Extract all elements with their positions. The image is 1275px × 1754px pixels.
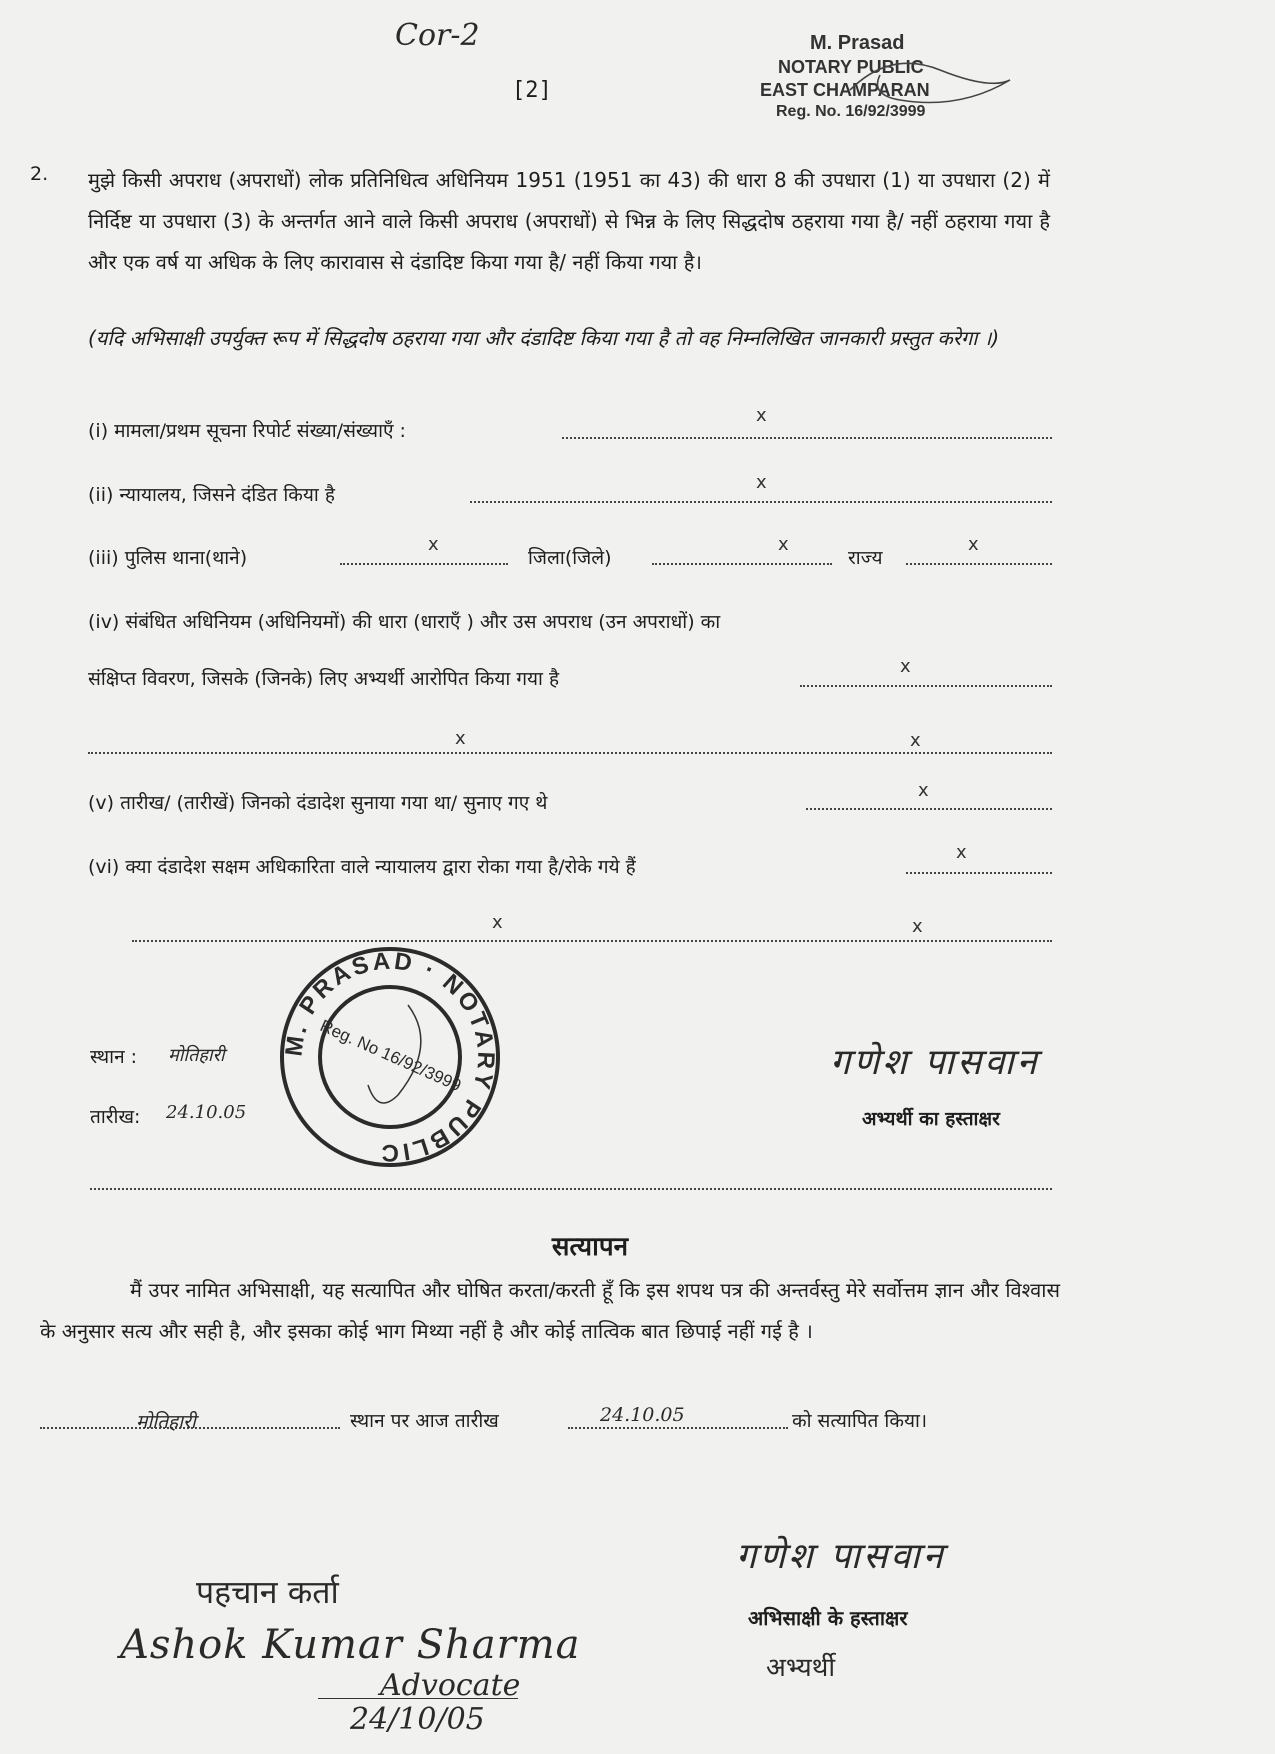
- section-paragraph: मुझे किसी अपराध (अपराधों) लोक प्रतिनिधित्व अधिनियम 1951 (1951 का 43) की धारा 8 की उपधारा (1) या उपधारा (2) में निर्दिष्ट या उपधारा (3) के अन्तर्गत आने वाले किसी अपराध (अपराधों) से भिन्न के लिए सिद्धदोष ठहराया गया है/ नहीं ठहराया गया है और एक वर्ष या अधिक के लिए कारावास से दंडादिष्ट किया गया है/ नहीं किया गया है।: [88, 168, 1050, 274]
- deponent-sub-label: अभ्यर्थी: [766, 1653, 836, 1683]
- item-i-label: (i) मामला/प्रथम सूचना रिपोर्ट संख्या/संख्याएँ :: [88, 420, 406, 442]
- item-iv-strike-1: x: [900, 656, 911, 677]
- verification-body: मैं उपर नामित अभिसाक्षी, यह सत्यापित और घोषित करता/करती हूँ कि इस शपथ पत्र की अन्तर्वस्तु मेरे सर्वोत्तम ज्ञान और विश्वास के अनुसार सत्य और सही है, और इसका कोई भाग मिथ्या नहीं है और कोई तात्विक बात छिपाई नहीं गई है ।: [40, 1278, 1060, 1343]
- item-v-line: [806, 808, 1052, 810]
- stamp-inner-text: Reg. No 16/92/3999: [317, 1016, 464, 1096]
- item-vi-strike-1: x: [956, 842, 967, 863]
- notary-signature-scribble: [840, 40, 1020, 130]
- corner-note: Cor-2: [395, 18, 480, 53]
- item-vi-label: (vi) क्या दंडादेश सक्षम अधिकारिता वाले न्यायालय द्वारा रोका गया है/रोके गये हैं: [88, 856, 636, 878]
- item-iii-state-strike: x: [968, 534, 979, 555]
- item-vi-strike-3: x: [912, 916, 923, 937]
- verification-title: सत्यापन: [551, 1232, 629, 1262]
- date-value: 24.10.05: [166, 1102, 247, 1123]
- item-ii-label: (ii) न्यायालय, जिसने दंडित किया है: [88, 484, 335, 506]
- item-iv-line-1: [800, 685, 1052, 687]
- item-iv-description-label: संक्षिप्त विवरण, जिसके (जिनके) लिए अभ्यर्थी आरोपित किया गया है: [88, 668, 560, 690]
- item-iii-district-strike: x: [778, 534, 789, 555]
- item-iv-line-2: [88, 752, 1052, 754]
- item-iii-police-label: (iii) पुलिस थाना(थाने): [88, 547, 248, 569]
- candidate-signature: गणेश पासवान: [830, 1042, 1040, 1083]
- item-vi-strike-2: x: [492, 912, 503, 933]
- notary-title: NOTARY PUBLIC: [778, 57, 924, 77]
- identifier-date: 24/10/05: [350, 1702, 485, 1737]
- item-i-strike: x: [756, 405, 767, 426]
- identifier-hindi: पहचान कर्ता: [196, 1573, 339, 1611]
- identifier-role: Advocate: [380, 1668, 521, 1703]
- verification-end-text: को सत्यापित किया।: [792, 1410, 928, 1432]
- candidate-signature-label: अभ्यर्थी का हस्ताक्षर: [862, 1108, 1000, 1130]
- item-iv-label: (iv) संबंधित अधिनियम (अधिनियमों) की धारा (धाराएँ ) और उस अपराध (उन अपराधों) का: [88, 611, 721, 633]
- item-vi-line-2: [132, 940, 1052, 942]
- item-iii-district-line: [652, 563, 832, 565]
- item-iii-police-strike: x: [428, 534, 439, 555]
- verification-date-value: 24.10.05: [600, 1404, 685, 1426]
- identifier-name: Ashok Kumar Sharma: [120, 1622, 581, 1668]
- verification-place-value: मोतिहारी: [136, 1411, 196, 1433]
- notary-reg: Reg. No. 16/92/3999: [776, 103, 926, 120]
- separator-line: [90, 1188, 1052, 1190]
- identifier-underline: [318, 1698, 518, 1699]
- page-number: [2]: [512, 78, 552, 103]
- notary-name: M. Prasad: [810, 32, 905, 54]
- section-number: 2.: [30, 163, 49, 185]
- verification-date-line: [568, 1427, 788, 1429]
- item-iv-strike-2: x: [455, 728, 466, 749]
- place-label: स्थान :: [90, 1046, 138, 1068]
- item-iii-district-label: जिला(जिले): [528, 547, 612, 569]
- item-iii-state-label: राज्य: [848, 547, 883, 569]
- section-note: (यदि अभिसाक्षी उपर्युक्त रूप में सिद्धदोष ठहराया गया और दंडादिष्ट किया गया है तो वह निम्नलिखित जानकारी प्रस्तुत करेगा ।): [88, 326, 1000, 350]
- item-iii-state-line: [906, 563, 1052, 565]
- item-vi-line: [906, 872, 1052, 874]
- notary-place: EAST CHAMPARAN: [760, 80, 930, 100]
- notary-round-stamp: [278, 945, 503, 1170]
- item-v-strike: x: [918, 780, 929, 801]
- item-v-label: (v) तारीख/ (तारीखें) जिनको दंडादेश सुनाया गया था/ सुनाए गए थे: [88, 792, 548, 814]
- item-i-line: [562, 437, 1052, 439]
- date-label: तारीख:: [90, 1106, 141, 1128]
- place-value: मोतिहारी: [168, 1045, 225, 1066]
- item-iv-strike-3: x: [910, 730, 921, 751]
- verification-mid-text: स्थान पर आज तारीख: [350, 1410, 499, 1432]
- deponent-signature: गणेश पासवान: [736, 1536, 946, 1577]
- item-ii-line: [470, 501, 1052, 503]
- item-ii-strike: x: [756, 472, 767, 493]
- stamp-outer-text: M. PRASAD · NOTARY PUBLIC: [280, 947, 500, 1167]
- deponent-signature-label: अभिसाक्षी के हस्ताक्षर: [748, 1606, 908, 1630]
- item-iii-police-line: [340, 563, 508, 565]
